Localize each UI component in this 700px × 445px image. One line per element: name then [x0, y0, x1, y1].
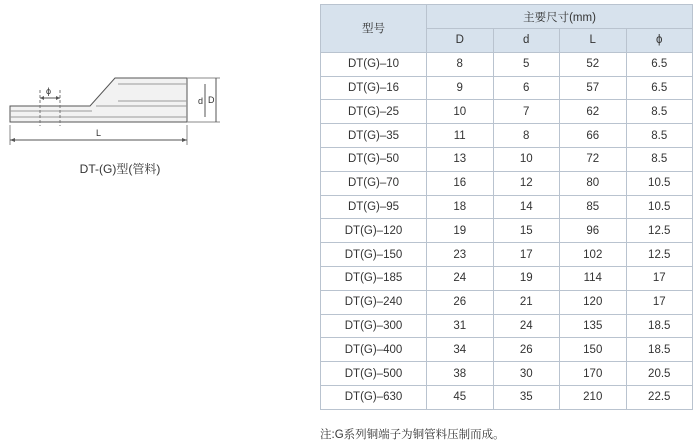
table-row [321, 385, 693, 409]
header-col-D: D [427, 29, 494, 53]
cell-model: DT(G)–95 [321, 195, 427, 219]
cell-d: 6 [493, 76, 560, 100]
cell-phi: 18.5 [626, 338, 693, 362]
cell-d: 7 [493, 100, 560, 124]
cell-phi: 8.5 [626, 147, 693, 171]
cell-L: 210 [560, 385, 627, 409]
cell-D: 11 [427, 124, 494, 148]
cell-d: 8 [493, 124, 560, 148]
cell-D: 19 [427, 219, 494, 243]
cell-D: 18 [427, 195, 494, 219]
table-row [321, 219, 693, 243]
cell-model: DT(G)–185 [321, 266, 427, 290]
cell-d: 10 [493, 147, 560, 171]
cell-d: 35 [493, 385, 560, 409]
cell-d: 24 [493, 314, 560, 338]
table-row [321, 52, 693, 76]
cell-D: 45 [427, 385, 494, 409]
cell-d: 14 [493, 195, 560, 219]
table-row [321, 338, 693, 362]
table-row [321, 243, 693, 267]
cell-L: 62 [560, 100, 627, 124]
cell-L: 85 [560, 195, 627, 219]
cell-L: 52 [560, 52, 627, 76]
cell-phi: 22.5 [626, 385, 693, 409]
cell-phi: 17 [626, 290, 693, 314]
cell-phi: 12.5 [626, 219, 693, 243]
cell-model: DT(G)–10 [321, 52, 427, 76]
cell-L: 80 [560, 171, 627, 195]
dim-L-label: L [96, 128, 102, 138]
cell-L: 66 [560, 124, 627, 148]
cell-model: DT(G)–240 [321, 290, 427, 314]
cell-D: 10 [427, 100, 494, 124]
cell-d: 19 [493, 266, 560, 290]
cell-model: DT(G)–50 [321, 147, 427, 171]
cell-model: DT(G)–35 [321, 124, 427, 148]
cell-D: 16 [427, 171, 494, 195]
cell-phi: 10.5 [626, 171, 693, 195]
cell-L: 120 [560, 290, 627, 314]
cell-L: 150 [560, 338, 627, 362]
dim-phi-label: ϕ [46, 86, 52, 96]
cell-d: 17 [493, 243, 560, 267]
cell-phi: 18.5 [626, 314, 693, 338]
cell-model: DT(G)–16 [321, 76, 427, 100]
table-row [321, 171, 693, 195]
cell-model: DT(G)–70 [321, 171, 427, 195]
cell-model: DT(G)–25 [321, 100, 427, 124]
dimension-table [320, 4, 693, 410]
cell-D: 8 [427, 52, 494, 76]
cell-L: 57 [560, 76, 627, 100]
cell-phi: 12.5 [626, 243, 693, 267]
cell-d: 26 [493, 338, 560, 362]
cell-L: 135 [560, 314, 627, 338]
header-col-d: d [493, 29, 560, 53]
cell-phi: 8.5 [626, 124, 693, 148]
drawing-caption: DT-(G)型(管料) [79, 162, 161, 176]
table-row [321, 314, 693, 338]
cell-D: 13 [427, 147, 494, 171]
table-row [321, 195, 693, 219]
cell-L: 72 [560, 147, 627, 171]
table-row [321, 290, 693, 314]
cell-phi: 17 [626, 266, 693, 290]
cell-model: DT(G)–400 [321, 338, 427, 362]
cell-d: 15 [493, 219, 560, 243]
table-row [321, 147, 693, 171]
cell-d: 12 [493, 171, 560, 195]
cell-L: 114 [560, 266, 627, 290]
cell-model: DT(G)–630 [321, 385, 427, 409]
cell-D: 26 [427, 290, 494, 314]
cell-phi: 8.5 [626, 100, 693, 124]
cell-D: 38 [427, 362, 494, 386]
cell-D: 24 [427, 266, 494, 290]
cell-d: 30 [493, 362, 560, 386]
table-row [321, 76, 693, 100]
cell-model: DT(G)–150 [321, 243, 427, 267]
header-model: 型号 [321, 5, 427, 53]
cell-model: DT(G)–120 [321, 219, 427, 243]
cell-D: 31 [427, 314, 494, 338]
cell-model: DT(G)–300 [321, 314, 427, 338]
cell-D: 23 [427, 243, 494, 267]
cell-phi: 20.5 [626, 362, 693, 386]
footnote: 注:G系列铜端子为铜管料压制而成。 [320, 429, 505, 441]
table-row [321, 266, 693, 290]
cell-phi: 6.5 [626, 76, 693, 100]
cell-D: 34 [427, 338, 494, 362]
cell-phi: 6.5 [626, 52, 693, 76]
table-row [321, 124, 693, 148]
header-col-phi: ϕ [626, 29, 693, 53]
cell-L: 96 [560, 219, 627, 243]
cell-model: DT(G)–500 [321, 362, 427, 386]
table-body [321, 52, 693, 409]
header-main-dimensions: 主要尺寸(mm) [427, 5, 693, 29]
dim-D-label: D [208, 95, 215, 105]
cell-D: 9 [427, 76, 494, 100]
cell-phi: 10.5 [626, 195, 693, 219]
cell-d: 21 [493, 290, 560, 314]
table-row [321, 362, 693, 386]
cell-d: 5 [493, 52, 560, 76]
table-row [321, 100, 693, 124]
header-col-L: L [560, 29, 627, 53]
cell-L: 102 [560, 243, 627, 267]
dim-d-label: d [198, 96, 204, 106]
cell-L: 170 [560, 362, 627, 386]
